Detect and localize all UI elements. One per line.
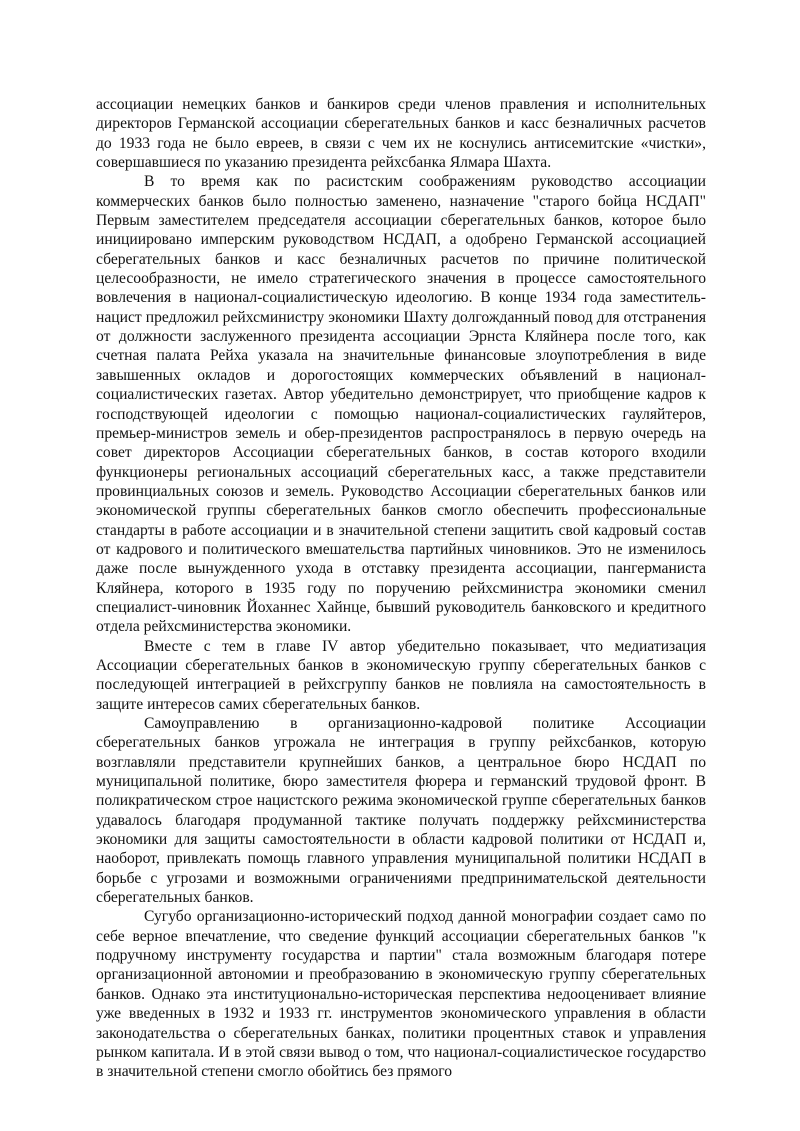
paragraph-4: Самоуправлению в организационно-кадровой политике Ассоциации сберегательных банков угрожала не интеграция в группу рейхсбанков, которую возглавляли представители крупнейших банков, а центральное бюро НСДАП по муниципальной политике, бюро заместителя фюрера и германский трудовой фронт. В поликратическом строе нацистского режима экономической группе сберегательных банков удавалось благодаря продуманной тактике получать поддержку рейхсминистерства экономики для защиты самостоятельности в области кадровой политики от НСДАП и, наоборот, привлекать помощь главного управления муниципальной политики НСДАП в борьбе с угрозами и возможными ограничениями предпринимательской деятельности сберегательных банков. [96, 715, 706, 907]
paragraph-2: В то время как по расистским соображениям руководство ассоциации коммерческих банков было полностью заменено, назначение "старого бойца НСДАП" Первым заместителем председателя ассоциации сберегательных банков, которое было инициировано имперским руководством НСДАП, а одобрено Германской ассоциацией сберегательных банков и касс безналичных расчетов по причине политической целесообразности, не имело стратегического значения в процессе самостоятельного вовлечения в национал-социалистическую идеологию. В конце 1934 года заместитель-нацист предложил рейхсминистру экономики Шахту долгожданный повод для отстранения от должности заслуженного президента ассоциации Эрнста Кляйнера после того, как счетная палата Рейха указала на значительные финансовые злоупотребления в виде завышенных окладов и дорогостоящих коммерческих объявлений в национал-социалистических газетах. Автор убедительно демонстрирует, что приобщение кадров к господствующей идеологии с помощью национал-социалистических гауляйтеров, премьер-министров земель и обер-президентов распространялось в первую очередь на совет директоров Ассоциации сберегательных банков, в состав которого входили функционеры региональных ассоциаций сберегательных касс, а также представители провинциальных союзов и земель. Руководство Ассоциации сберегательных банков или экономической группы сберегательных банков смогло обеспечить профессиональные стандарты в работе ассоциации и в значительной степени защитить свой кадровый состав от кадрового и политического вмешательства партийных чиновников. Это не изменилось даже после вынужденного ухода в отставку президента ассоциации, пангерманиста Кляйнера, которого в 1935 году по поручению рейхсминистра экономики сменил специалист-чиновник Йоханнес Хайнце, бывший руководитель банковского и кредитного отдела рейхсминистерства экономики. [96, 173, 706, 636]
paragraph-5: Сугубо организационно-исторический подход данной монографии создает само по себе верное впечатление, что сведение функций ассоциации сберегательных банков "к подручному инструменту государства и партии" стала возможным благодаря потере организационной автономии и преобразованию в экономическую группу сберегательных банков. Однако эта институционально-историческая перспектива недооценивает влияние уже введенных в 1932 и 1933 гг. инструментов экономического управления в области законодательства о сберегательных банках, политики процентных ставок и управления рынком капитала. И в этой связи вывод о том, что национал-социалистическое государство в значительной степени смогло обойтись без прямого [96, 908, 706, 1081]
paragraph-1: ассоциации немецких банков и банкиров среди членов правления и исполнительных директоров Германской ассоциации сберегательных банков и касс безналичных расчетов до 1933 года не было евреев, в связи с чем их не коснулись антисемитские «чистки», совершавшиеся по указанию президента рейхсбанка Ялмара Шахта. [96, 96, 706, 172]
document-page [96, 95, 706, 1082]
paragraph-3: Вместе с тем в главе IV автор убедительно показывает, что медиатизация Ассоциации сберегательных банков в экономическую группу сберегательных банков с последующей интеграцией в рейхсгруппу банков не повлияла на самостоятельность в защите интересов самих сберегательных банков. [96, 637, 706, 713]
